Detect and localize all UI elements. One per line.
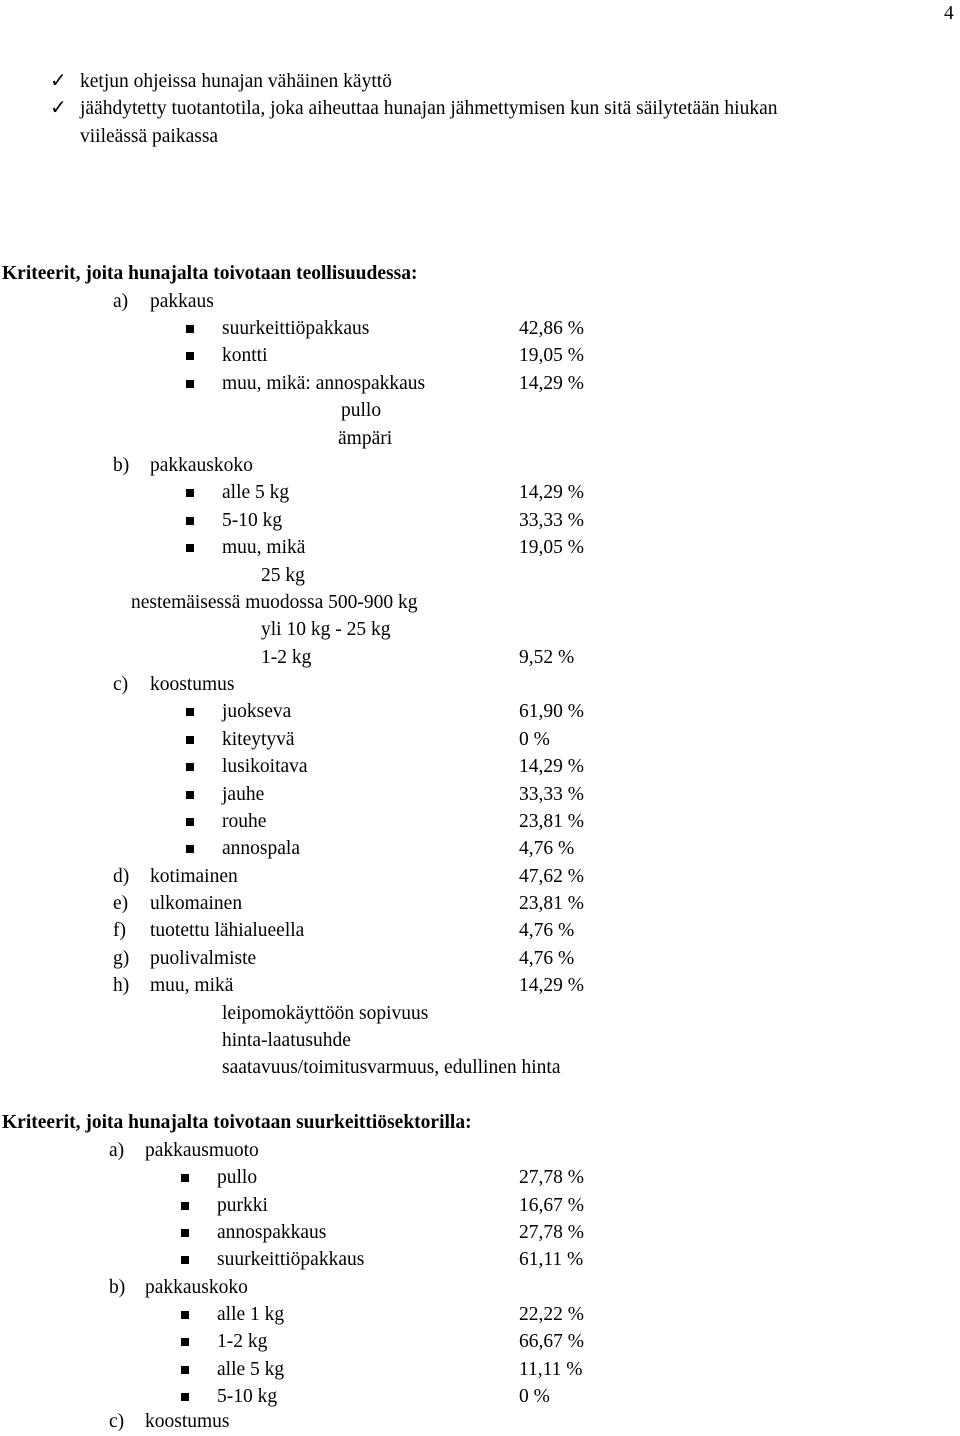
item-label: 5-10 kg <box>217 1386 278 1407</box>
item-label: pullo <box>217 1167 258 1188</box>
criteria-row <box>0 890 960 917</box>
item-label: 1-2 kg <box>217 1331 268 1352</box>
item-value: 14,29 % <box>519 373 584 394</box>
square-bullet-icon <box>186 352 194 360</box>
criteria-letter: g) <box>113 948 130 969</box>
note-text: yli 10 kg - 25 kg <box>261 619 391 640</box>
item-value: 14,29 % <box>519 482 584 503</box>
square-bullet-icon <box>186 845 194 853</box>
note-row <box>0 397 960 424</box>
checkmark-icon: ✓ <box>50 97 67 119</box>
bullet-row <box>0 1246 960 1273</box>
item-value: 16,67 % <box>519 1195 584 1216</box>
criteria-row <box>0 288 960 315</box>
criteria-label: tuotettu lähialueella <box>150 920 305 941</box>
item-value: 47,62 % <box>519 866 584 887</box>
square-bullet-icon <box>186 517 194 525</box>
item-value: 0 % <box>519 1386 550 1407</box>
bullet-row <box>0 726 960 753</box>
criteria-label: kotimainen <box>150 866 238 887</box>
criteria-row <box>0 452 960 479</box>
item-label: lusikoitava <box>222 756 308 777</box>
criteria-row <box>0 945 960 972</box>
square-bullet-icon <box>186 708 194 716</box>
bullet-row <box>0 781 960 808</box>
item-value: 61,11 % <box>519 1249 584 1270</box>
item-label: annospakkaus <box>217 1222 327 1243</box>
item-value: 23,81 % <box>519 811 584 832</box>
item-value: 9,52 % <box>519 647 575 668</box>
industry-heading <box>0 260 960 287</box>
square-bullet-icon <box>181 1311 189 1319</box>
item-label: alle 5 kg <box>222 482 290 503</box>
criteria-row <box>0 671 960 698</box>
item-value: 33,33 % <box>519 510 584 531</box>
square-bullet-icon <box>181 1338 189 1346</box>
page-number: 4 <box>944 3 954 24</box>
note-text: hinta-laatusuhde <box>222 1030 351 1051</box>
note-row <box>0 616 960 643</box>
item-value: 27,78 % <box>519 1222 584 1243</box>
bullet-row <box>0 753 960 780</box>
bullet-row <box>0 1328 960 1355</box>
item-value: 66,67 % <box>519 1331 584 1352</box>
item-label: annospala <box>222 838 300 859</box>
item-label: muu, mikä <box>222 537 306 558</box>
item-label: purkki <box>217 1195 268 1216</box>
section-heading: Kriteerit, joita hunajalta toivotaan teollisuudessa: <box>2 263 418 284</box>
note-text: saatavuus/toimitusvarmuus, edullinen hinta <box>222 1057 561 1078</box>
item-label: muu, mikä: annospakkaus <box>222 373 426 394</box>
criteria-label: pakkaus <box>150 291 214 312</box>
square-bullet-icon <box>186 818 194 826</box>
square-bullet-icon <box>181 1229 189 1237</box>
criteria-label: puolivalmiste <box>150 948 257 969</box>
criteria-letter: f) <box>113 920 126 941</box>
square-bullet-icon <box>181 1202 189 1210</box>
item-value: 0 % <box>519 729 550 750</box>
section-heading: Kriteerit, joita hunajalta toivotaan suurkeittiösektorilla: <box>2 1112 472 1133</box>
bullet-row <box>0 835 960 862</box>
criteria-letter: h) <box>113 975 130 996</box>
item-value: 4,76 % <box>519 838 575 859</box>
criteria-label: pakkauskoko <box>145 1277 248 1298</box>
item-value: 61,90 % <box>519 701 584 722</box>
square-bullet-icon <box>181 1174 189 1182</box>
square-bullet-icon <box>186 544 194 552</box>
square-bullet-icon <box>186 325 194 333</box>
checklist-item <box>0 95 960 122</box>
criteria-letter: c) <box>113 674 129 695</box>
catering-heading <box>0 1109 960 1136</box>
item-label: juokseva <box>222 701 292 722</box>
note-row <box>0 1000 960 1027</box>
criteria-label: koostumus <box>150 674 235 695</box>
bullet-row <box>0 1356 960 1383</box>
bullet-row <box>0 1301 960 1328</box>
bullet-row <box>0 1192 960 1219</box>
item-value: 42,86 % <box>519 318 584 339</box>
note-row <box>0 1054 960 1081</box>
note-row <box>0 1027 960 1054</box>
bullet-row <box>0 1383 960 1410</box>
item-value: 14,29 % <box>519 975 584 996</box>
bullet-row <box>0 479 960 506</box>
item-label: 5-10 kg <box>222 510 283 531</box>
criteria-letter: b) <box>109 1277 126 1298</box>
criteria-label: pakkausmuoto <box>145 1140 259 1161</box>
item-value: 22,22 % <box>519 1304 584 1325</box>
note-row <box>0 562 960 589</box>
item-label: kiteytyvä <box>222 729 295 750</box>
bullet-row <box>0 370 960 397</box>
item-value: 33,33 % <box>519 784 584 805</box>
checklist-text: ketjun ohjeissa hunajan vähäinen käyttö <box>80 71 392 92</box>
checklist-text: jäähdytetty tuotantotila, joka aiheuttaa hunajan jähmettymisen kun sitä säilytetään hiukan <box>80 98 778 119</box>
criteria-label: pakkauskoko <box>150 455 253 476</box>
item-label: suurkeittiöpakkaus <box>217 1249 365 1270</box>
bullet-row <box>0 808 960 835</box>
square-bullet-icon <box>181 1256 189 1264</box>
bullet-row <box>0 342 960 369</box>
item-label: rouhe <box>222 811 267 832</box>
criteria-row <box>0 917 960 944</box>
item-value: 14,29 % <box>519 756 584 777</box>
square-bullet-icon <box>186 763 194 771</box>
item-label: alle 1 kg <box>217 1304 285 1325</box>
checklist-text: viileässä paikassa <box>80 126 219 147</box>
bullet-row <box>0 1219 960 1246</box>
square-bullet-icon <box>181 1366 189 1374</box>
item-value: 19,05 % <box>519 537 584 558</box>
item-label: 1-2 kg <box>261 647 312 668</box>
checklist-continuation <box>0 123 960 150</box>
criteria-row <box>0 972 960 999</box>
note-row <box>0 589 960 616</box>
item-value: 11,11 % <box>519 1359 583 1380</box>
criteria-row <box>0 1408 960 1435</box>
criteria-letter: d) <box>113 866 130 887</box>
criteria-row <box>0 1274 960 1301</box>
bullet-row <box>0 507 960 534</box>
square-bullet-icon <box>186 380 194 388</box>
criteria-row <box>0 863 960 890</box>
item-label: alle 5 kg <box>217 1359 285 1380</box>
item-label: suurkeittiöpakkaus <box>222 318 370 339</box>
criteria-letter: c) <box>109 1411 125 1432</box>
checkmark-icon: ✓ <box>50 70 67 92</box>
criteria-label: muu, mikä <box>150 975 234 996</box>
item-value: 27,78 % <box>519 1167 584 1188</box>
criteria-letter: e) <box>113 893 129 914</box>
square-bullet-icon <box>186 489 194 497</box>
criteria-letter: a) <box>109 1140 125 1161</box>
square-bullet-icon <box>186 791 194 799</box>
item-label: jauhe <box>222 784 265 805</box>
criteria-letter: a) <box>113 291 129 312</box>
item-value: 23,81 % <box>519 893 584 914</box>
note-text: ämpäri <box>338 428 393 449</box>
note-text: nestemäisessä muodossa 500-900 kg <box>131 592 418 613</box>
bullet-row <box>0 534 960 561</box>
item-value: 4,76 % <box>519 920 575 941</box>
checklist-item <box>0 68 960 95</box>
note-row <box>0 425 960 452</box>
bullet-row <box>0 698 960 725</box>
square-bullet-icon <box>181 1393 189 1401</box>
criteria-label: koostumus <box>145 1411 230 1432</box>
note-text: 25 kg <box>261 565 305 586</box>
bullet-row <box>0 1164 960 1191</box>
note-text: pullo <box>341 400 382 421</box>
item-value: 4,76 % <box>519 948 575 969</box>
bullet-row <box>0 315 960 342</box>
criteria-letter: b) <box>113 455 130 476</box>
criteria-label: ulkomainen <box>150 893 243 914</box>
note-text: leipomokäyttöön sopivuus <box>222 1003 429 1024</box>
item-label: kontti <box>222 345 268 366</box>
criteria-row <box>0 1137 960 1164</box>
note-value-row <box>0 644 960 671</box>
item-value: 19,05 % <box>519 345 584 366</box>
square-bullet-icon <box>186 736 194 744</box>
